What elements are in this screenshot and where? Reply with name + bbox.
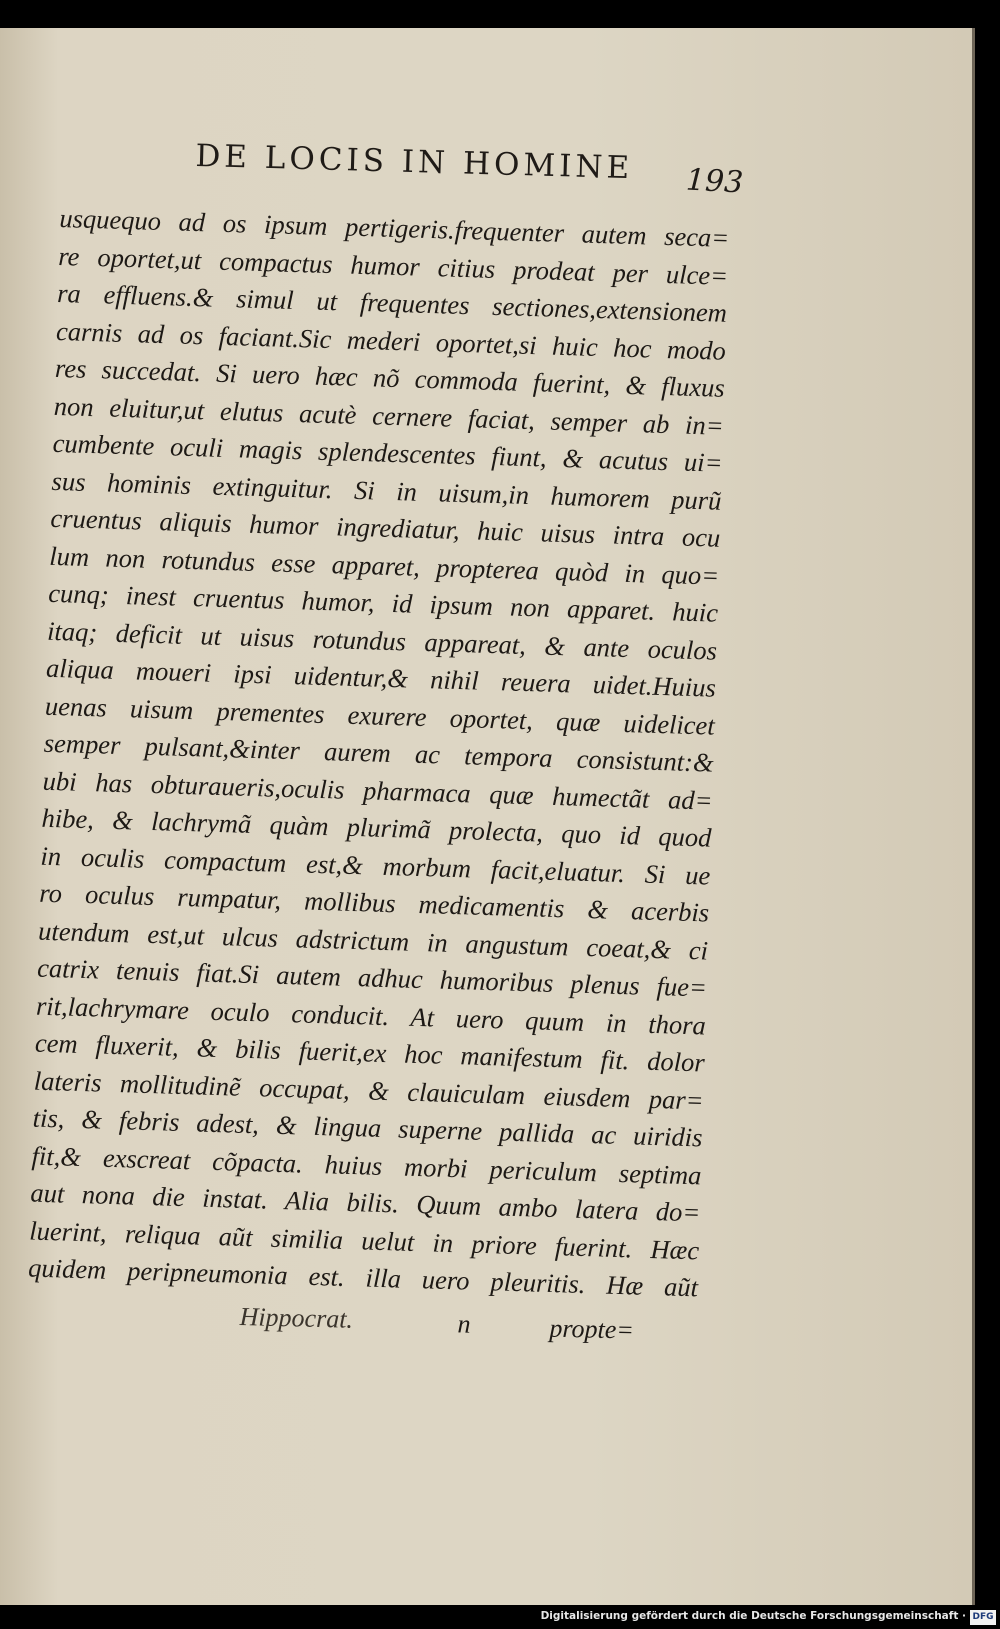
- text-line: luerint, reliqua aũt similia uelut in priore fuerint. Hæc: [28, 1215, 700, 1265]
- text-line: lum non rotundus esse apparet, propterea quòd in quo=: [49, 540, 720, 591]
- text-line: semper pulsant,&inter aurem ac tempora consistunt:&: [43, 727, 715, 778]
- text-line: fit,& exscreat cõpacta. huius morbi periculum septima: [31, 1140, 702, 1190]
- gathering-mark: n: [457, 1309, 471, 1339]
- text-line: res succedat. Si uero hæc nõ commoda fuerint, & fluxus: [54, 352, 726, 403]
- text-line: quidem peripneumonia est. illa uero pleuritis. Hæ aũt: [27, 1252, 699, 1303]
- signature-mark: Hippocrat.: [239, 1302, 354, 1334]
- text-line: ra effluens.& simul ut frequentes sectiones,extensionem: [56, 277, 728, 328]
- text-line: utendum est,ut ulcus adstrictum in angustum coeat,& ci: [37, 915, 709, 966]
- text-line: re oportet,ut compactus humor citius prodeat per ulce=: [57, 240, 729, 291]
- text-line: rit,lachrymare oculo conducit. At uero quum in thora: [35, 990, 707, 1041]
- running-head: DE LOCIS IN HOMINE: [194, 138, 634, 187]
- text-line: uenas uisum prementes exurere oportet, quæ uidelicet: [44, 690, 716, 741]
- book-page: [0, 28, 975, 1605]
- text-line: non eluitur,ut elutus acutè cernere faciat, semper ab in=: [53, 390, 725, 441]
- text-line: itaq; deficit ut uisus rotundus appareat, & ante oculos: [46, 615, 718, 666]
- text-line: ro oculus rumpatur, mollibus medicamentis & acerbis: [38, 877, 710, 928]
- text-line: ubi has obturaueris,oculis pharmaca quæ humectãt ad=: [42, 765, 713, 816]
- text-block: [28, 200, 730, 1307]
- text-line: catrix tenuis fiat.Si autem adhuc humoribus plenus fue=: [36, 952, 708, 1003]
- text-line: lateris mollitudinẽ occupat, & clauiculam eiusdem par=: [33, 1065, 705, 1115]
- text-line: aut nona die instat. Alia bilis. Quum ambo latera do=: [30, 1177, 701, 1228]
- dfg-logo: DFG: [970, 1610, 996, 1625]
- page-number: 193: [685, 162, 745, 201]
- funding-footer: [0, 1608, 1000, 1629]
- text-line: cunq; inest cruentus humor, id ipsum non apparet. huic: [47, 577, 719, 628]
- text-line: cem fluxerit, & bilis fuerit,ex hoc manifestum fit. dolor: [34, 1027, 706, 1078]
- text-line: in oculis compactum est,& morbum facit,eluatur. Si ue: [40, 840, 711, 891]
- text-line: carnis ad os faciant.Sic mederi oportet,si huic hoc modo: [55, 315, 727, 366]
- text-line: usquequo ad os ipsum pertigeris.frequenter autem seca=: [59, 202, 730, 253]
- text-line: aliqua moueri ipsi uidentur,& nihil reuera uidet.Huius: [45, 652, 717, 703]
- text-line: tis, & febris adest, & lingua superne pallida ac uiridis: [32, 1102, 703, 1153]
- funding-notice: Digitalisierung gefördert durch die Deutsche Forschungsgemeinschaft ·: [540, 1610, 966, 1622]
- catchword: propte=: [549, 1313, 635, 1345]
- text-line: hibe, & lachrymã quàm plurimã prolecta, quo id quod: [41, 802, 712, 853]
- catchline: [239, 1302, 670, 1352]
- text-line: cumbente oculi magis splendescentes fiunt, & acutus ui=: [52, 427, 723, 478]
- text-line: cruentus aliquis humor ingrediatur, huic uisus intra ocu: [50, 502, 721, 553]
- text-line: sus hominis extinguitur. Si in uisum,in humorem purũ: [51, 465, 722, 516]
